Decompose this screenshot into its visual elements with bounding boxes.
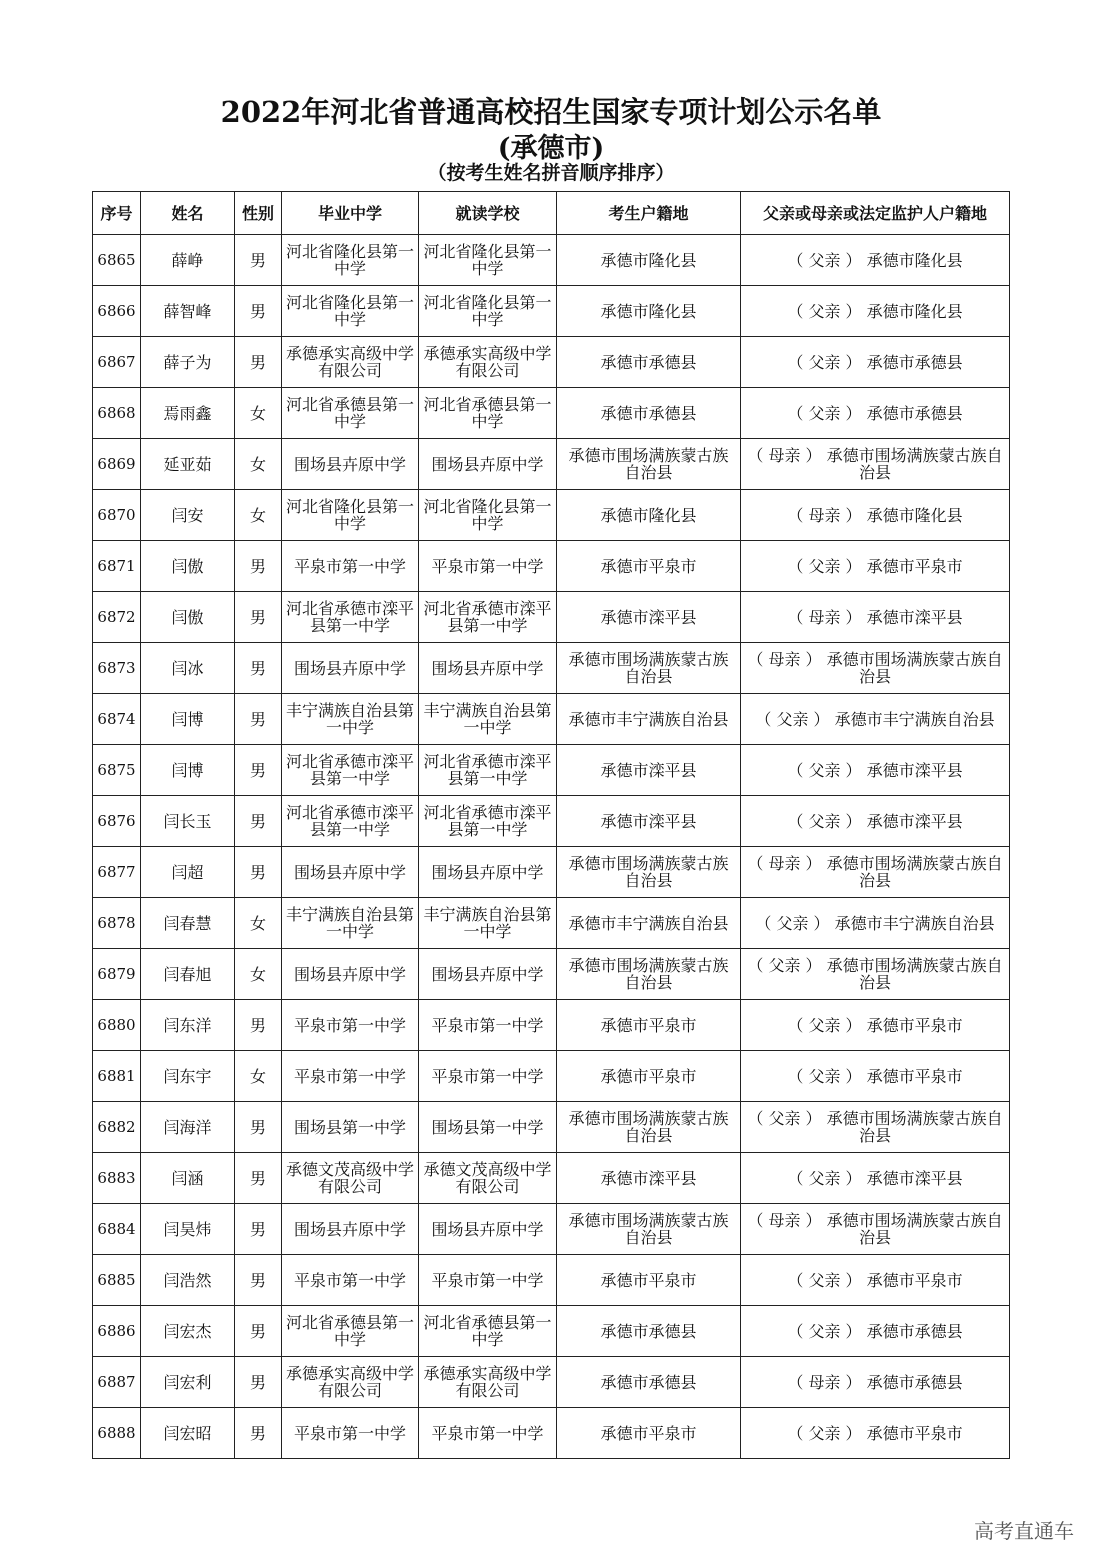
- cell-serial: 6872: [93, 592, 141, 643]
- cell-student-household: 承德市丰宁满族自治县: [557, 898, 741, 949]
- cell-name: 闫东宇: [141, 1051, 235, 1102]
- header-guardian-household: 父亲或母亲或法定监护人户籍地: [741, 192, 1010, 235]
- cell-guardian-household: （ 母亲 ） 承德市承德县: [741, 1357, 1010, 1408]
- table-row: [93, 847, 1010, 898]
- cell-gender: 男: [235, 1306, 282, 1357]
- cell-current-school: 平泉市第一中学: [419, 1408, 557, 1459]
- cell-guardian-household: （ 父亲 ） 承德市围场满族蒙古族自治县: [741, 949, 1010, 1000]
- cell-guardian-household: （ 母亲 ） 承德市滦平县: [741, 592, 1010, 643]
- table-row: [93, 1357, 1010, 1408]
- cell-name: 闫涵: [141, 1153, 235, 1204]
- cell-current-school: 围场县第一中学: [419, 1102, 557, 1153]
- cell-graduated-school: 河北省承德市滦平县第一中学: [282, 592, 419, 643]
- cell-current-school: 平泉市第一中学: [419, 1255, 557, 1306]
- cell-name: 闫宏昭: [141, 1408, 235, 1459]
- cell-serial: 6874: [93, 694, 141, 745]
- cell-student-household: 承德市平泉市: [557, 1051, 741, 1102]
- cell-student-household: 承德市围场满族蒙古族自治县: [557, 439, 741, 490]
- cell-current-school: 河北省承德县第一中学: [419, 1306, 557, 1357]
- cell-name: 闫博: [141, 745, 235, 796]
- cell-student-household: 承德市隆化县: [557, 235, 741, 286]
- cell-gender: 男: [235, 1255, 282, 1306]
- cell-name: 闫浩然: [141, 1255, 235, 1306]
- cell-guardian-household: （ 母亲 ） 承德市围场满族蒙古族自治县: [741, 643, 1010, 694]
- cell-name: 闫宏杰: [141, 1306, 235, 1357]
- cell-guardian-household: （ 父亲 ） 承德市承德县: [741, 388, 1010, 439]
- cell-student-household: 承德市平泉市: [557, 1255, 741, 1306]
- roster-table: [92, 191, 1010, 1459]
- cell-current-school: 河北省承德县第一中学: [419, 388, 557, 439]
- cell-current-school: 围场县卉原中学: [419, 847, 557, 898]
- cell-current-school: 承德承实高级中学有限公司: [419, 1357, 557, 1408]
- cell-gender: 男: [235, 847, 282, 898]
- cell-name: 薛峥: [141, 235, 235, 286]
- cell-student-household: 承德市围场满族蒙古族自治县: [557, 643, 741, 694]
- cell-guardian-household: （ 父亲 ） 承德市围场满族蒙古族自治县: [741, 1102, 1010, 1153]
- cell-gender: 男: [235, 745, 282, 796]
- header-name: 姓名: [141, 192, 235, 235]
- cell-current-school: 河北省隆化县第一中学: [419, 286, 557, 337]
- cell-current-school: 承德承实高级中学有限公司: [419, 337, 557, 388]
- cell-name: 闫长玉: [141, 796, 235, 847]
- cell-student-household: 承德市滦平县: [557, 592, 741, 643]
- table-row: [93, 898, 1010, 949]
- cell-graduated-school: 平泉市第一中学: [282, 1000, 419, 1051]
- cell-gender: 女: [235, 898, 282, 949]
- cell-student-household: 承德市承德县: [557, 1357, 741, 1408]
- cell-serial: 6870: [93, 490, 141, 541]
- cell-gender: 男: [235, 1357, 282, 1408]
- cell-student-household: 承德市平泉市: [557, 541, 741, 592]
- cell-serial: 6877: [93, 847, 141, 898]
- cell-gender: 女: [235, 490, 282, 541]
- table-row: [93, 1153, 1010, 1204]
- cell-current-school: 河北省承德市滦平县第一中学: [419, 796, 557, 847]
- cell-current-school: 河北省承德市滦平县第一中学: [419, 592, 557, 643]
- cell-gender: 女: [235, 388, 282, 439]
- cell-student-household: 承德市平泉市: [557, 1408, 741, 1459]
- cell-current-school: 河北省隆化县第一中学: [419, 490, 557, 541]
- cell-student-household: 承德市滦平县: [557, 745, 741, 796]
- cell-guardian-household: （ 母亲 ） 承德市围场满族蒙古族自治县: [741, 439, 1010, 490]
- cell-current-school: 围场县卉原中学: [419, 643, 557, 694]
- cell-serial: 6886: [93, 1306, 141, 1357]
- cell-guardian-household: （ 父亲 ） 承德市滦平县: [741, 1153, 1010, 1204]
- cell-gender: 男: [235, 286, 282, 337]
- cell-student-household: 承德市围场满族蒙古族自治县: [557, 1204, 741, 1255]
- cell-graduated-school: 围场县卉原中学: [282, 643, 419, 694]
- cell-serial: 6883: [93, 1153, 141, 1204]
- table-row: [93, 643, 1010, 694]
- header-current-school: 就读学校: [419, 192, 557, 235]
- cell-guardian-household: （ 父亲 ） 承德市隆化县: [741, 286, 1010, 337]
- cell-guardian-household: （ 父亲 ） 承德市滦平县: [741, 796, 1010, 847]
- cell-current-school: 平泉市第一中学: [419, 1051, 557, 1102]
- cell-student-household: 承德市滦平县: [557, 1153, 741, 1204]
- cell-name: 闫超: [141, 847, 235, 898]
- table-row: [93, 388, 1010, 439]
- cell-guardian-household: （ 父亲 ） 承德市承德县: [741, 337, 1010, 388]
- cell-student-household: 承德市承德县: [557, 337, 741, 388]
- cell-name: 闫宏利: [141, 1357, 235, 1408]
- cell-current-school: 承德文茂高级中学有限公司: [419, 1153, 557, 1204]
- table-row: [93, 592, 1010, 643]
- cell-guardian-household: （ 父亲 ） 承德市丰宁满族自治县: [741, 898, 1010, 949]
- cell-name: 闫博: [141, 694, 235, 745]
- cell-graduated-school: 围场县卉原中学: [282, 847, 419, 898]
- cell-name: 薛子为: [141, 337, 235, 388]
- cell-graduated-school: 河北省承德县第一中学: [282, 388, 419, 439]
- cell-current-school: 围场县卉原中学: [419, 1204, 557, 1255]
- cell-gender: 男: [235, 1204, 282, 1255]
- cell-current-school: 河北省承德市滦平县第一中学: [419, 745, 557, 796]
- cell-serial: 6878: [93, 898, 141, 949]
- table-row: [93, 1051, 1010, 1102]
- cell-name: 闫傲: [141, 592, 235, 643]
- cell-graduated-school: 丰宁满族自治县第一中学: [282, 898, 419, 949]
- cell-graduated-school: 围场县卉原中学: [282, 439, 419, 490]
- cell-current-school: 平泉市第一中学: [419, 541, 557, 592]
- cell-serial: 6879: [93, 949, 141, 1000]
- cell-guardian-household: （ 父亲 ） 承德市平泉市: [741, 1000, 1010, 1051]
- cell-gender: 男: [235, 541, 282, 592]
- cell-student-household: 承德市滦平县: [557, 796, 741, 847]
- cell-graduated-school: 河北省承德县第一中学: [282, 1306, 419, 1357]
- cell-current-school: 围场县卉原中学: [419, 439, 557, 490]
- cell-graduated-school: 丰宁满族自治县第一中学: [282, 694, 419, 745]
- cell-name: 薛智峰: [141, 286, 235, 337]
- watermark-text: 高考直通车: [974, 1519, 1074, 1543]
- table-row: [93, 541, 1010, 592]
- cell-graduated-school: 承德承实高级中学有限公司: [282, 1357, 419, 1408]
- cell-serial: 6865: [93, 235, 141, 286]
- cell-name: 延亚茹: [141, 439, 235, 490]
- cell-serial: 6888: [93, 1408, 141, 1459]
- table-row: [93, 490, 1010, 541]
- cell-graduated-school: 河北省隆化县第一中学: [282, 286, 419, 337]
- cell-gender: 男: [235, 796, 282, 847]
- cell-serial: 6868: [93, 388, 141, 439]
- cell-graduated-school: 河北省承德市滦平县第一中学: [282, 796, 419, 847]
- cell-graduated-school: 平泉市第一中学: [282, 1255, 419, 1306]
- cell-serial: 6882: [93, 1102, 141, 1153]
- header-graduated-school: 毕业中学: [282, 192, 419, 235]
- cell-graduated-school: 围场县卉原中学: [282, 949, 419, 1000]
- cell-serial: 6867: [93, 337, 141, 388]
- table-row: [93, 745, 1010, 796]
- table-row: [93, 1255, 1010, 1306]
- table-row: [93, 235, 1010, 286]
- cell-student-household: 承德市丰宁满族自治县: [557, 694, 741, 745]
- table-row: [93, 337, 1010, 388]
- cell-serial: 6884: [93, 1204, 141, 1255]
- cell-current-school: 丰宁满族自治县第一中学: [419, 694, 557, 745]
- cell-graduated-school: 河北省承德市滦平县第一中学: [282, 745, 419, 796]
- cell-graduated-school: 河北省隆化县第一中学: [282, 235, 419, 286]
- cell-name: 闫海洋: [141, 1102, 235, 1153]
- cell-graduated-school: 河北省隆化县第一中学: [282, 490, 419, 541]
- table-row: [93, 1102, 1010, 1153]
- header-student-household: 考生户籍地: [557, 192, 741, 235]
- cell-name: 闫春旭: [141, 949, 235, 1000]
- cell-graduated-school: 平泉市第一中学: [282, 1051, 419, 1102]
- cell-serial: 6873: [93, 643, 141, 694]
- cell-student-household: 承德市围场满族蒙古族自治县: [557, 1102, 741, 1153]
- cell-serial: 6876: [93, 796, 141, 847]
- cell-serial: 6880: [93, 1000, 141, 1051]
- table-row: [93, 286, 1010, 337]
- table-row: [93, 796, 1010, 847]
- cell-gender: 男: [235, 235, 282, 286]
- cell-guardian-household: （ 母亲 ） 承德市隆化县: [741, 490, 1010, 541]
- cell-guardian-household: （ 父亲 ） 承德市平泉市: [741, 1051, 1010, 1102]
- cell-gender: 男: [235, 1408, 282, 1459]
- cell-student-household: 承德市平泉市: [557, 1000, 741, 1051]
- cell-serial: 6869: [93, 439, 141, 490]
- cell-guardian-household: （ 母亲 ） 承德市围场满族蒙古族自治县: [741, 847, 1010, 898]
- cell-gender: 男: [235, 643, 282, 694]
- cell-name: 闫傲: [141, 541, 235, 592]
- cell-guardian-household: （ 父亲 ） 承德市平泉市: [741, 541, 1010, 592]
- cell-serial: 6866: [93, 286, 141, 337]
- cell-student-household: 承德市隆化县: [557, 490, 741, 541]
- cell-name: 焉雨鑫: [141, 388, 235, 439]
- cell-serial: 6887: [93, 1357, 141, 1408]
- cell-guardian-household: （ 父亲 ） 承德市滦平县: [741, 745, 1010, 796]
- cell-graduated-school: 平泉市第一中学: [282, 541, 419, 592]
- cell-name: 闫东洋: [141, 1000, 235, 1051]
- cell-gender: 男: [235, 694, 282, 745]
- cell-name: 闫昊炜: [141, 1204, 235, 1255]
- cell-student-household: 承德市承德县: [557, 388, 741, 439]
- cell-student-household: 承德市围场满族蒙古族自治县: [557, 949, 741, 1000]
- table-row: [93, 1306, 1010, 1357]
- cell-name: 闫春慧: [141, 898, 235, 949]
- cell-guardian-household: （ 父亲 ） 承德市隆化县: [741, 235, 1010, 286]
- cell-current-school: 丰宁满族自治县第一中学: [419, 898, 557, 949]
- cell-current-school: 平泉市第一中学: [419, 1000, 557, 1051]
- cell-student-household: 承德市隆化县: [557, 286, 741, 337]
- cell-name: 闫冰: [141, 643, 235, 694]
- cell-name: 闫安: [141, 490, 235, 541]
- cell-guardian-household: （ 父亲 ） 承德市丰宁满族自治县: [741, 694, 1010, 745]
- table-row: [93, 694, 1010, 745]
- table-row: [93, 1204, 1010, 1255]
- table-row: [93, 949, 1010, 1000]
- table-row: [93, 1408, 1010, 1459]
- cell-guardian-household: （ 母亲 ） 承德市围场满族蒙古族自治县: [741, 1204, 1010, 1255]
- cell-gender: 男: [235, 1000, 282, 1051]
- table-header-row: [93, 192, 1010, 235]
- cell-gender: 男: [235, 1153, 282, 1204]
- cell-current-school: 围场县卉原中学: [419, 949, 557, 1000]
- cell-gender: 男: [235, 592, 282, 643]
- page-subtitle-city: (承德市): [497, 133, 605, 164]
- cell-serial: 6885: [93, 1255, 141, 1306]
- table-row: [93, 439, 1010, 490]
- cell-serial: 6875: [93, 745, 141, 796]
- cell-gender: 女: [235, 439, 282, 490]
- table-row: [93, 1000, 1010, 1051]
- cell-gender: 女: [235, 1051, 282, 1102]
- cell-graduated-school: 平泉市第一中学: [282, 1408, 419, 1459]
- cell-serial: 6871: [93, 541, 141, 592]
- cell-student-household: 承德市承德县: [557, 1306, 741, 1357]
- cell-gender: 男: [235, 337, 282, 388]
- cell-serial: 6881: [93, 1051, 141, 1102]
- page-title: 2022年河北省普通高校招生国家专项计划公示名单: [220, 95, 882, 129]
- cell-guardian-household: （ 父亲 ） 承德市平泉市: [741, 1255, 1010, 1306]
- cell-guardian-household: （ 父亲 ） 承德市承德县: [741, 1306, 1010, 1357]
- cell-student-household: 承德市围场满族蒙古族自治县: [557, 847, 741, 898]
- cell-current-school: 河北省隆化县第一中学: [419, 235, 557, 286]
- cell-gender: 男: [235, 1102, 282, 1153]
- cell-graduated-school: 承德承实高级中学有限公司: [282, 337, 419, 388]
- cell-guardian-household: （ 父亲 ） 承德市平泉市: [741, 1408, 1010, 1459]
- page-subtitle-sort-note: （按考生姓名拼音顺序排序）: [427, 162, 675, 184]
- cell-gender: 女: [235, 949, 282, 1000]
- cell-graduated-school: 承德文茂高级中学有限公司: [282, 1153, 419, 1204]
- header-gender: 性别: [235, 192, 282, 235]
- cell-graduated-school: 围场县第一中学: [282, 1102, 419, 1153]
- cell-graduated-school: 围场县卉原中学: [282, 1204, 419, 1255]
- header-serial: 序号: [93, 192, 141, 235]
